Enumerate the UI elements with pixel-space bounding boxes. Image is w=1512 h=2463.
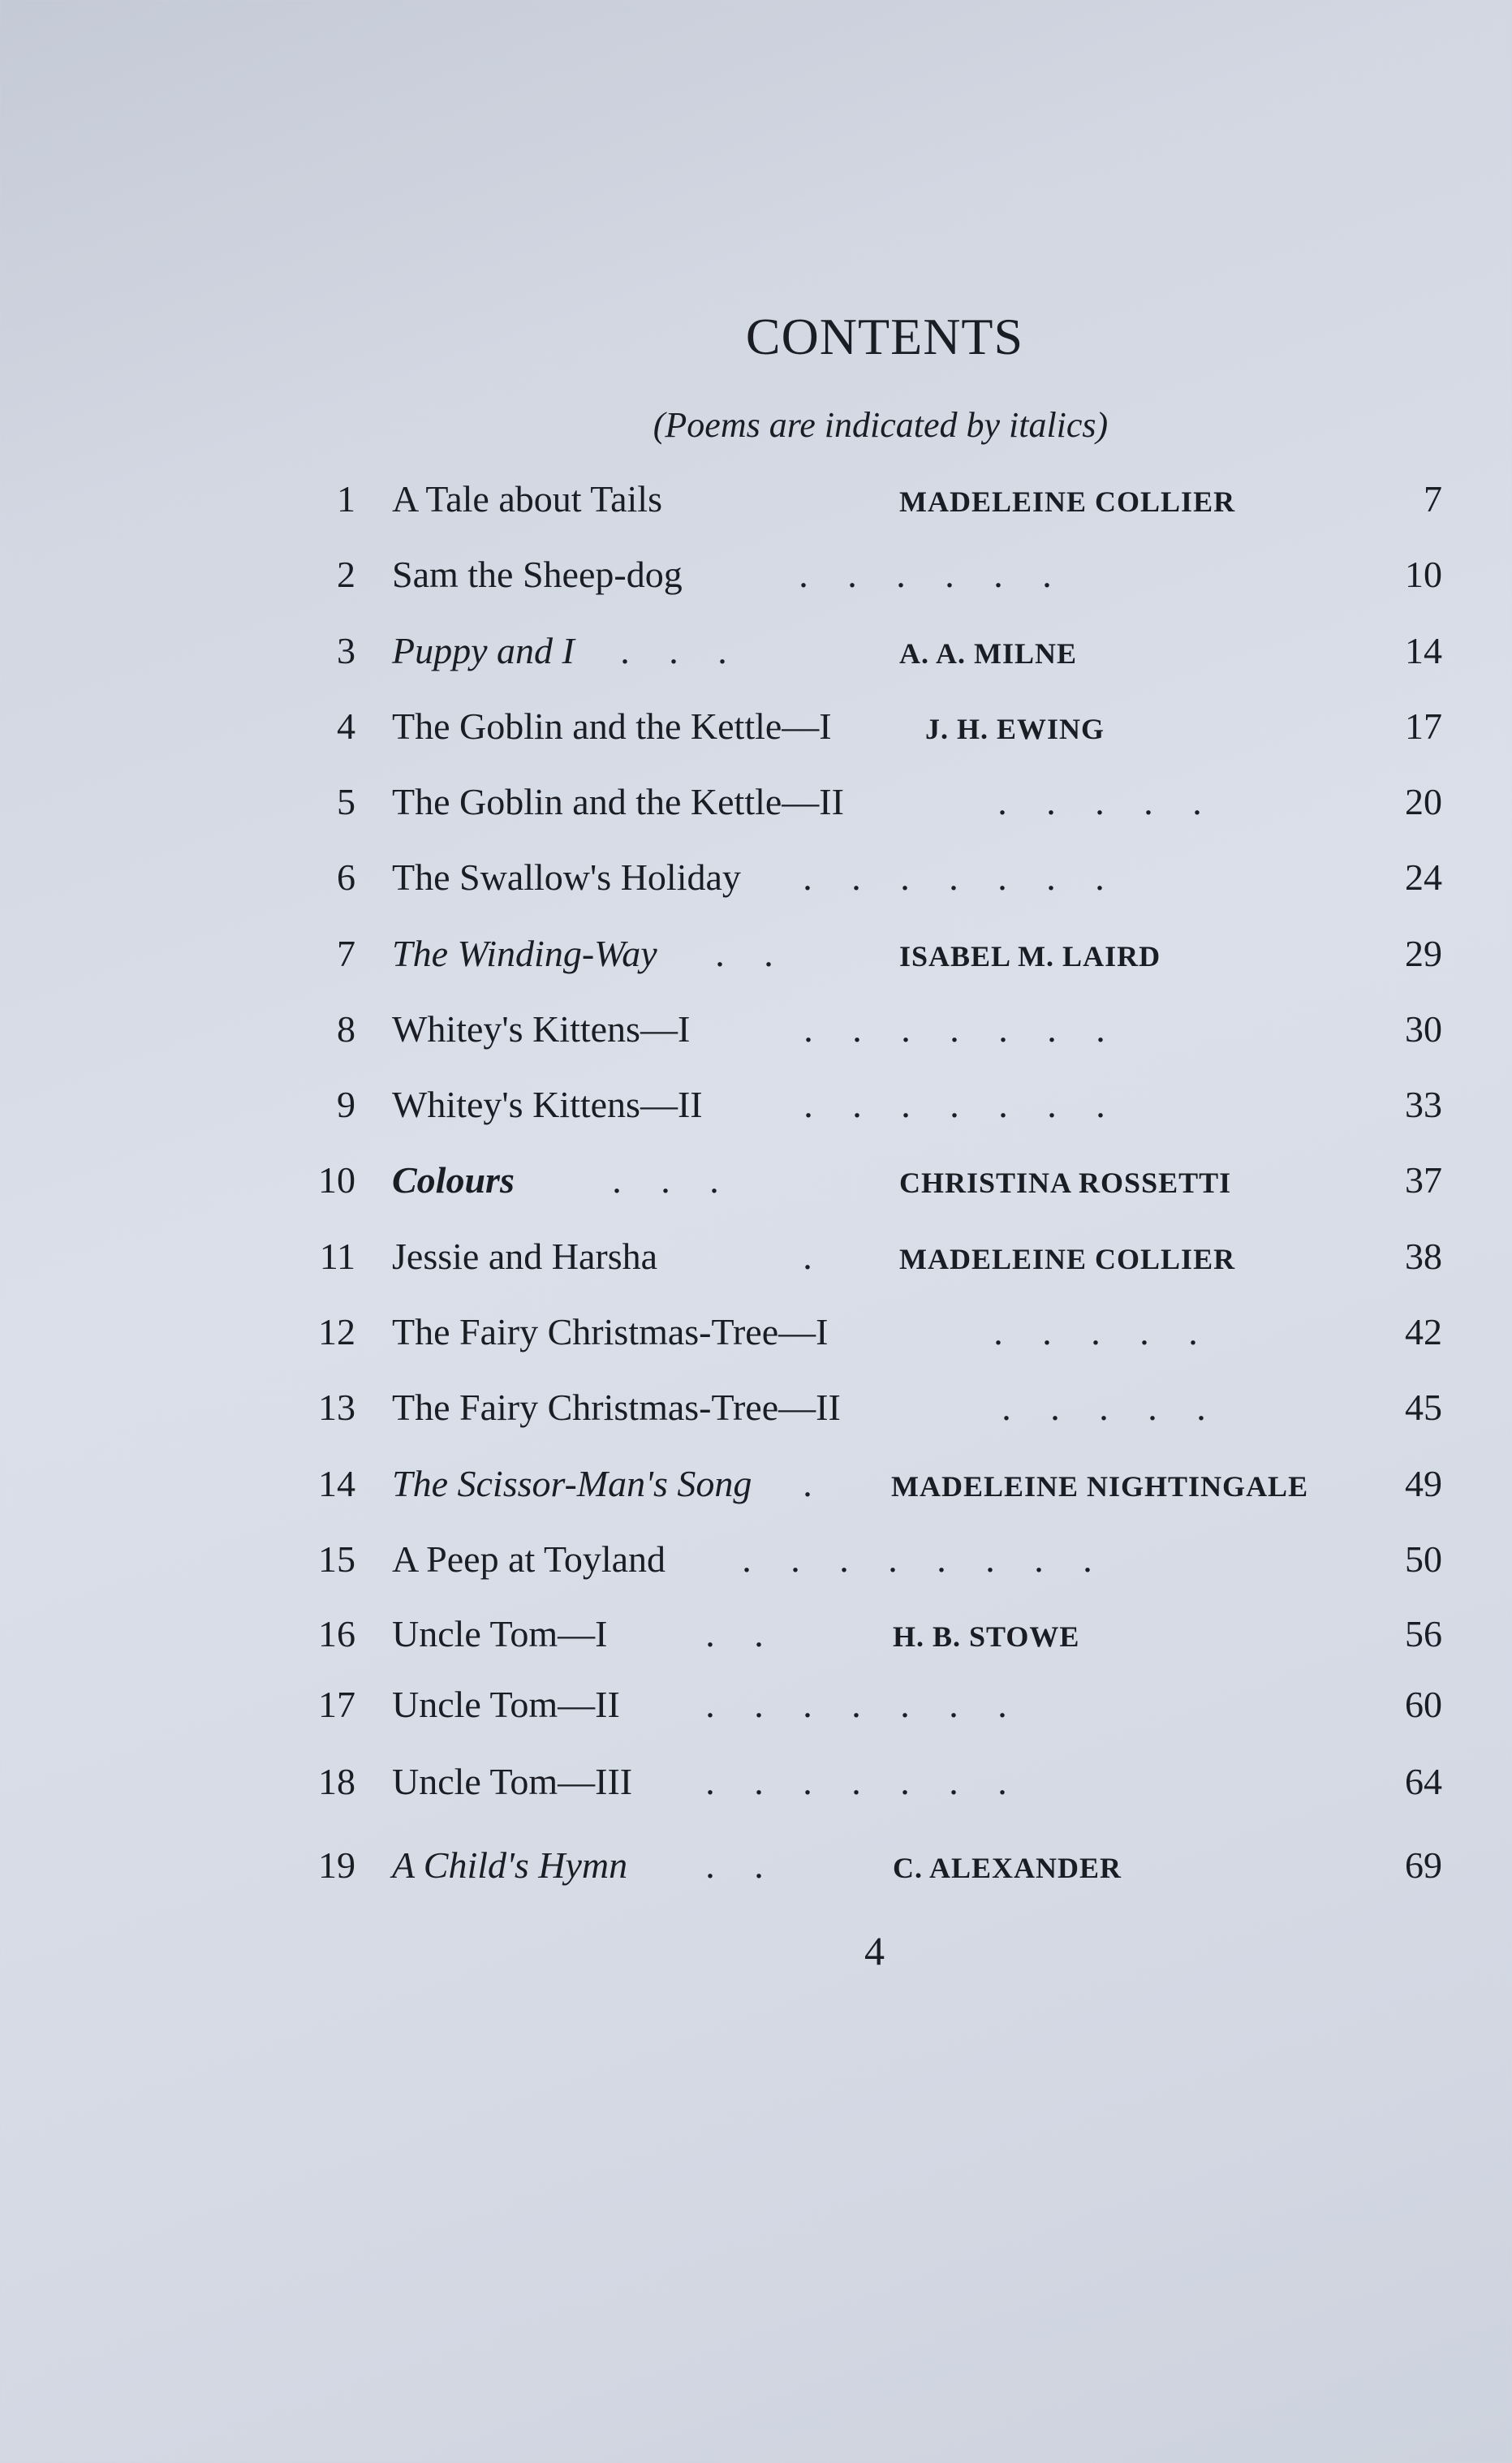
entry-number: 5 bbox=[337, 781, 355, 822]
contents-entry bbox=[0, 1379, 1512, 1436]
entry-title: The Fairy Christmas-Tree—I bbox=[392, 1311, 829, 1352]
entry-author: H. B. STOWE bbox=[893, 1620, 1080, 1653]
entry-title: The Swallow's Holiday bbox=[392, 856, 741, 898]
entry-number: 4 bbox=[337, 705, 355, 747]
dot-leader: . . . . . . . bbox=[705, 1684, 1007, 1725]
contents-entry bbox=[0, 1304, 1512, 1361]
entry-title: The Scissor-Man's Song bbox=[392, 1463, 752, 1504]
contents-entry bbox=[0, 1076, 1512, 1133]
contents-entry bbox=[0, 546, 1512, 603]
entry-page: 49 bbox=[1405, 1463, 1442, 1504]
entry-page: 56 bbox=[1405, 1613, 1442, 1654]
entry-author: C. ALEXANDER bbox=[893, 1852, 1122, 1884]
entry-number: 12 bbox=[318, 1311, 355, 1352]
contents-entry bbox=[0, 925, 1512, 982]
entry-page: 42 bbox=[1405, 1311, 1442, 1352]
entry-page: 30 bbox=[1405, 1008, 1442, 1050]
entry-title: A Peep at Toyland bbox=[392, 1538, 666, 1580]
contents-entry bbox=[0, 698, 1512, 755]
entry-page: 69 bbox=[1405, 1844, 1442, 1886]
entry-title: The Fairy Christmas-Tree—II bbox=[392, 1387, 841, 1428]
contents-entry bbox=[0, 1228, 1512, 1285]
entry-number: 3 bbox=[337, 630, 355, 671]
entry-title: Uncle Tom—II bbox=[392, 1684, 620, 1725]
entry-title: Whitey's Kittens—I bbox=[392, 1008, 691, 1050]
entry-title: Whitey's Kittens—II bbox=[392, 1084, 703, 1125]
entry-number: 13 bbox=[318, 1387, 355, 1428]
entry-number: 8 bbox=[337, 1008, 355, 1050]
entry-author: ISABEL M. LAIRD bbox=[899, 940, 1161, 973]
dot-leader: . . bbox=[705, 1613, 764, 1654]
entry-number: 15 bbox=[318, 1538, 355, 1580]
contents-entry bbox=[0, 774, 1512, 830]
contents-entry bbox=[0, 1753, 1512, 1810]
dot-leader: . . . . . bbox=[1002, 1387, 1206, 1428]
contents-entry bbox=[0, 1152, 1512, 1209]
entry-number: 11 bbox=[319, 1236, 355, 1277]
entry-author: CHRISTINA ROSSETTI bbox=[899, 1167, 1232, 1199]
entry-title: The Goblin and the Kettle—I bbox=[392, 705, 832, 747]
entry-page: 20 bbox=[1405, 781, 1442, 822]
contents-entry bbox=[0, 1837, 1512, 1894]
dot-leader: . . . . . . bbox=[799, 554, 1052, 595]
entry-author: MADELEINE NIGHTINGALE bbox=[891, 1470, 1309, 1503]
page-number: 4 bbox=[864, 1928, 885, 1973]
entry-page: 14 bbox=[1405, 630, 1442, 671]
entry-number: 6 bbox=[337, 856, 355, 898]
entry-number: 7 bbox=[337, 933, 355, 974]
entry-author: A. A. MILNE bbox=[899, 637, 1078, 670]
entry-title: Jessie and Harsha bbox=[392, 1236, 658, 1277]
entry-title: Uncle Tom—III bbox=[392, 1761, 633, 1802]
dot-leader: . . . . . bbox=[993, 1311, 1198, 1352]
entry-page: 45 bbox=[1405, 1387, 1442, 1428]
contents-entry bbox=[0, 849, 1512, 906]
dot-leader: . . . . . . . . bbox=[742, 1538, 1092, 1580]
dot-leader: . . bbox=[705, 1844, 764, 1886]
entry-number: 14 bbox=[318, 1463, 355, 1504]
contents-entry bbox=[0, 1676, 1512, 1733]
entry-page: 64 bbox=[1405, 1761, 1442, 1802]
entry-page: 17 bbox=[1405, 705, 1442, 747]
entry-number: 9 bbox=[337, 1084, 355, 1125]
entry-title: A Child's Hymn bbox=[392, 1844, 628, 1886]
dot-leader: . bbox=[803, 1463, 812, 1504]
entry-page: 60 bbox=[1405, 1684, 1442, 1725]
contents-entry bbox=[0, 471, 1512, 528]
entry-title: A Tale about Tails bbox=[392, 478, 662, 520]
entry-title: Puppy and I bbox=[392, 630, 575, 671]
dot-leader: . bbox=[803, 1236, 812, 1277]
entry-author: J. H. EWING bbox=[925, 713, 1105, 745]
entry-title: The Winding-Way bbox=[392, 933, 657, 974]
entry-page: 38 bbox=[1405, 1236, 1442, 1277]
dot-leader: . . bbox=[715, 933, 773, 974]
dot-leader: . . . . . . . bbox=[803, 1084, 1105, 1125]
entry-page: 10 bbox=[1405, 554, 1442, 595]
entry-page: 29 bbox=[1405, 933, 1442, 974]
entry-title: Sam the Sheep-dog bbox=[392, 554, 683, 595]
contents-entry bbox=[0, 1456, 1512, 1512]
dot-leader: . . . . . bbox=[997, 781, 1202, 822]
entry-number: 10 bbox=[318, 1159, 355, 1201]
entry-number: 18 bbox=[318, 1761, 355, 1802]
dot-leader: . . . . . . . bbox=[705, 1761, 1007, 1802]
contents-list bbox=[0, 471, 1512, 1900]
entry-page: 33 bbox=[1405, 1084, 1442, 1125]
contents-entry bbox=[0, 1606, 1512, 1663]
entry-page: 7 bbox=[1424, 478, 1442, 520]
entry-author: MADELEINE COLLIER bbox=[899, 1243, 1236, 1275]
entry-author: MADELEINE COLLIER bbox=[899, 485, 1236, 518]
entry-title: The Goblin and the Kettle—II bbox=[392, 781, 844, 822]
entry-title: Uncle Tom—I bbox=[392, 1613, 608, 1654]
entry-page: 50 bbox=[1405, 1538, 1442, 1580]
contents-entry bbox=[0, 1531, 1512, 1588]
contents-entry bbox=[0, 1001, 1512, 1058]
entry-number: 16 bbox=[318, 1613, 355, 1654]
contents-entry bbox=[0, 623, 1512, 679]
entry-number: 17 bbox=[318, 1684, 355, 1725]
entry-title: Colours bbox=[392, 1159, 515, 1201]
entry-number: 2 bbox=[337, 554, 355, 595]
entry-number: 19 bbox=[318, 1844, 355, 1886]
dot-leader: . . . . . . . bbox=[803, 1008, 1105, 1050]
contents-heading: CONTENTS bbox=[745, 308, 1024, 365]
dot-leader: . . . bbox=[612, 1159, 719, 1201]
entry-page: 37 bbox=[1405, 1159, 1442, 1201]
italics-note: (Poems are indicated by italics) bbox=[653, 405, 1109, 445]
dot-leader: . . . . . . . bbox=[803, 856, 1105, 898]
entry-number: 1 bbox=[337, 478, 355, 520]
entry-page: 24 bbox=[1405, 856, 1442, 898]
dot-leader: . . . bbox=[620, 630, 727, 671]
